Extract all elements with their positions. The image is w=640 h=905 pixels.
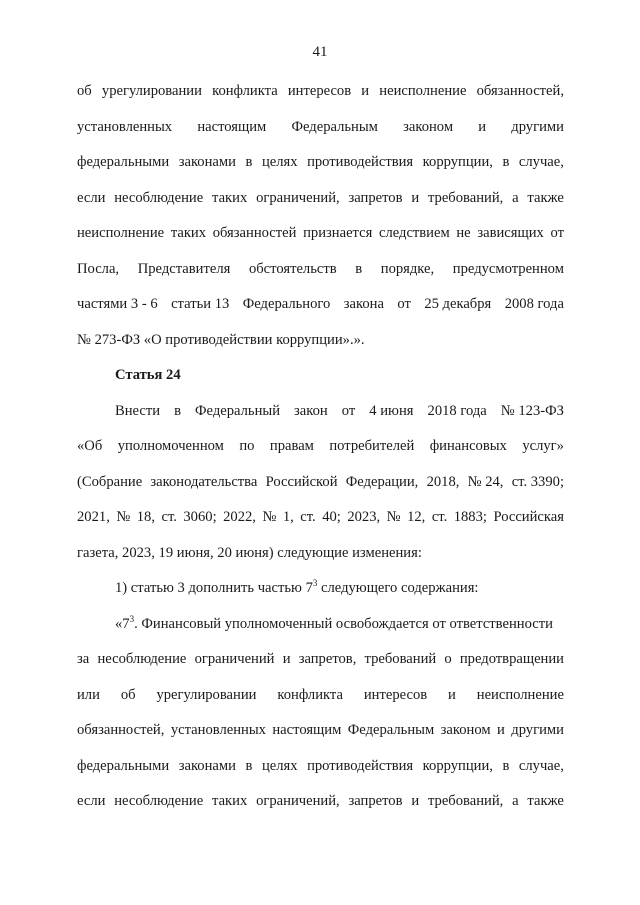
word: в	[245, 757, 253, 774]
text-line	[77, 181, 564, 217]
word: интересов	[363, 686, 428, 703]
word: порядке,	[380, 260, 435, 277]
word: интересов	[287, 83, 352, 99]
word: а	[512, 793, 519, 809]
word: зависящих	[477, 225, 544, 241]
word: следствием	[378, 225, 450, 241]
word: несоблюдение	[97, 651, 187, 667]
text-line	[77, 287, 564, 323]
item-1-superscript: 3	[312, 578, 318, 589]
word: Федеральным	[291, 118, 378, 135]
word: установленных	[170, 722, 266, 738]
word: коррупции,	[422, 757, 493, 774]
word: о	[444, 651, 452, 667]
word: в	[502, 757, 510, 774]
text-line	[77, 500, 564, 536]
word: 12,	[407, 509, 426, 525]
word: федеральными	[77, 154, 170, 170]
paragraph-continuation	[77, 74, 564, 358]
word: запретов,	[298, 651, 357, 667]
word: другими	[511, 118, 564, 135]
word: законом	[403, 118, 454, 135]
word: ограничений,	[256, 189, 340, 206]
text-line	[77, 429, 564, 465]
quote-paragraph	[77, 642, 564, 820]
word: и	[478, 118, 487, 135]
word: №	[262, 509, 277, 525]
text-line	[77, 216, 564, 252]
word: Посла,	[77, 260, 120, 277]
word: Внести	[115, 402, 161, 419]
word: случае,	[518, 757, 564, 774]
word: 18,	[136, 509, 155, 525]
page-number: 41	[312, 44, 328, 60]
word: №	[386, 509, 401, 525]
word: законодательства	[150, 473, 258, 490]
word: Российская	[493, 509, 564, 525]
word: целях	[261, 757, 298, 774]
article-heading: Статья 24	[115, 367, 181, 383]
text-line	[77, 713, 564, 749]
word: 1883;	[453, 509, 487, 525]
word: а	[512, 189, 519, 206]
item-1-line	[77, 571, 564, 607]
quote-first-text: . Финансовый уполномоченный освобождается от ответственности	[134, 615, 553, 632]
word: № 123-ФЗ	[500, 402, 564, 419]
text-line	[77, 749, 564, 785]
word: уполномоченном	[117, 438, 224, 454]
word: урегулировании	[156, 686, 257, 703]
word: и	[411, 793, 420, 809]
text-line	[77, 145, 564, 181]
word: ограничений	[194, 651, 275, 667]
text-line	[77, 110, 564, 146]
word: не	[456, 225, 471, 241]
word: если	[77, 189, 106, 206]
word: Представителя	[137, 260, 231, 277]
word: и	[448, 686, 456, 703]
word: Федерального	[242, 296, 331, 312]
word: по	[239, 438, 255, 454]
word: противодействия	[307, 757, 414, 774]
word: установленных	[77, 118, 173, 135]
word: противодействия	[307, 154, 414, 170]
word: обстоятельств	[248, 260, 337, 277]
word: требований,	[427, 189, 504, 206]
word: 2018,	[426, 473, 460, 490]
word: 2021,	[77, 509, 110, 525]
text-line	[77, 323, 564, 359]
word: или	[77, 686, 100, 703]
word: в	[174, 402, 181, 419]
word: обязанностей,	[476, 83, 564, 99]
word: и	[282, 651, 291, 667]
word: Федерации,	[345, 473, 419, 490]
word: закон	[294, 402, 328, 419]
text-line	[77, 642, 564, 678]
item-1-text: 1) статью 3 дополнить частью 7	[115, 580, 313, 596]
word: № 24,	[467, 473, 504, 490]
text-line	[77, 394, 564, 430]
word: запретов	[348, 189, 403, 206]
word: несоблюдение	[114, 793, 204, 809]
word: 40;	[322, 509, 341, 525]
word: признается	[303, 225, 373, 241]
text-line	[77, 536, 564, 572]
text-line	[77, 465, 564, 501]
word: закона	[343, 296, 384, 312]
word: № 273-ФЗ «О противодействии коррупции».».	[77, 331, 365, 348]
word: от	[397, 296, 411, 312]
word: (Собрание	[77, 473, 143, 490]
word: статьи 13	[171, 296, 230, 312]
word: предусмотренном	[452, 260, 564, 277]
word: ст.	[300, 509, 316, 525]
word: настоящим	[272, 722, 342, 738]
quote-superscript: 3	[129, 613, 135, 624]
text-line	[77, 252, 564, 288]
text-line	[77, 74, 564, 110]
word: требований,	[427, 793, 504, 809]
item-1-text-end: следующего содержания:	[317, 580, 479, 596]
word: неисполнение	[476, 686, 564, 703]
word: целях	[261, 154, 298, 170]
word: за	[77, 651, 90, 667]
word: требований	[364, 651, 437, 667]
word: урегулировании	[101, 83, 202, 99]
word: №	[116, 509, 131, 525]
word: от	[550, 225, 564, 241]
word: 2023,	[347, 509, 381, 525]
word: в	[245, 154, 253, 170]
word: также	[527, 189, 564, 206]
word: запретов	[348, 793, 403, 809]
word: и	[361, 83, 370, 99]
word: федеральными	[77, 757, 170, 774]
word: конфликта	[212, 83, 278, 99]
word: газета, 2023, 19 июня, 20 июня) следующие изменения:	[77, 544, 422, 561]
word: обязанностей	[212, 225, 297, 241]
word: несоблюдение	[114, 189, 204, 206]
word: Федеральный	[195, 402, 281, 419]
word: в	[355, 260, 363, 277]
word: если	[77, 793, 106, 809]
word: правам	[269, 438, 314, 454]
word: таких	[170, 225, 207, 241]
word: настоящим	[197, 118, 267, 135]
word: об	[77, 83, 92, 99]
word: ст.	[161, 509, 177, 525]
word: также	[527, 793, 564, 809]
word: предотвращении	[459, 651, 564, 667]
word: 2008 года	[504, 296, 564, 312]
word: 2022,	[223, 509, 256, 525]
quote-opening: «7	[115, 615, 130, 632]
word: конфликта	[277, 686, 343, 703]
word: «Об	[77, 438, 103, 454]
word: коррупции,	[422, 154, 493, 170]
text-line	[77, 784, 564, 820]
word: 2018 года	[427, 402, 487, 419]
word: ограничений,	[256, 793, 340, 809]
word: случае,	[518, 154, 564, 170]
word: об	[120, 686, 136, 703]
word: ст. 3390;	[511, 473, 564, 490]
word: таких	[212, 189, 248, 206]
word: Федеральным	[347, 722, 435, 738]
document-body	[77, 74, 564, 820]
word: неисполнение	[379, 83, 467, 99]
word: законами	[178, 154, 236, 170]
article-paragraph	[77, 394, 564, 572]
word: в	[502, 154, 510, 170]
word: потребителей	[329, 438, 415, 454]
text-line	[77, 678, 564, 714]
word: таких	[212, 793, 248, 809]
word: и	[411, 189, 420, 206]
word: 3060;	[183, 509, 217, 525]
word: финансовых	[429, 438, 507, 454]
word: и	[497, 722, 505, 738]
word: от	[341, 402, 356, 419]
word: законом	[440, 722, 491, 738]
word: обязанностей,	[77, 722, 165, 738]
word: частями 3 - 6	[77, 296, 158, 312]
word: 25 декабря	[424, 296, 492, 312]
word: ст.	[431, 509, 448, 525]
word: 1,	[282, 509, 294, 525]
word: услуг»	[522, 438, 564, 454]
word: законами	[178, 757, 236, 774]
word: неисполнение	[77, 225, 165, 241]
word: 4 июня	[369, 402, 414, 419]
word: другими	[511, 722, 564, 738]
word: Российской	[265, 473, 338, 490]
quote-first-line	[77, 607, 564, 643]
